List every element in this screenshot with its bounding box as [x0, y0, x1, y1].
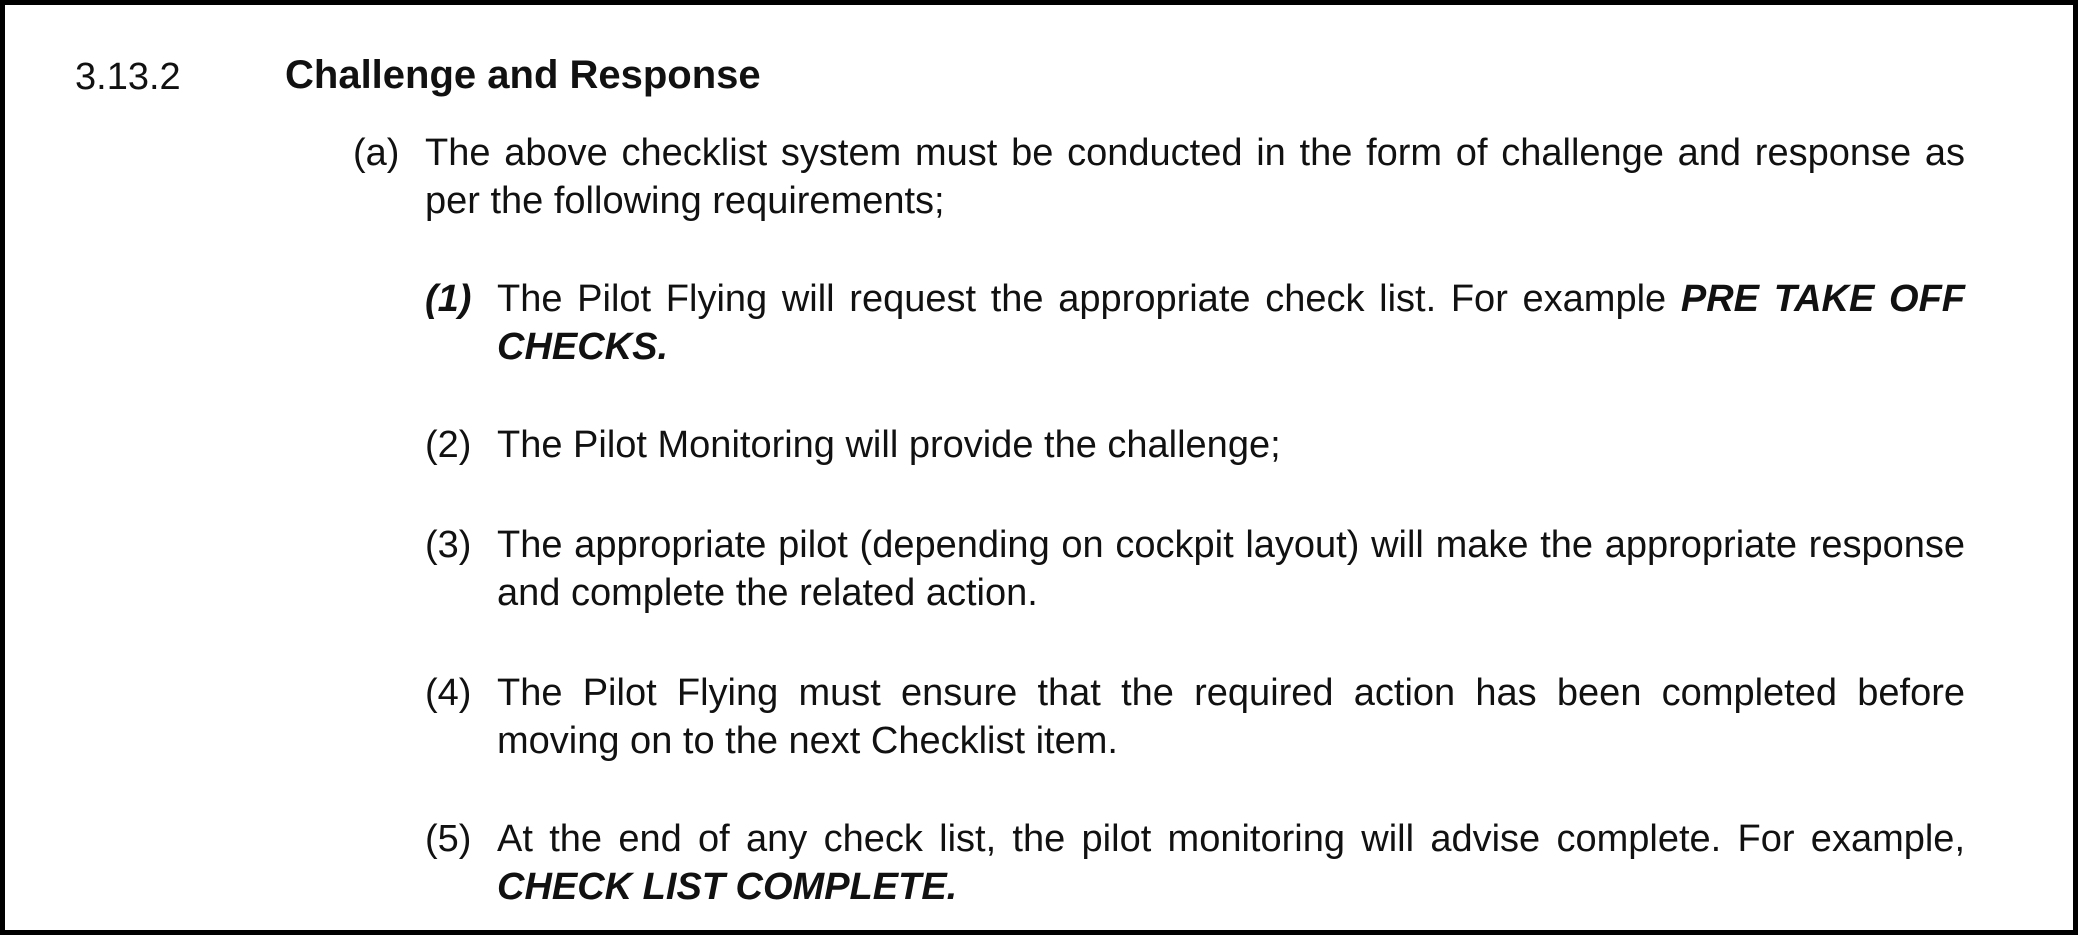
list-item-emphasis: CHECK LIST COMPLETE.	[497, 866, 958, 908]
list-item-3	[425, 521, 1965, 617]
paragraph-a-label: (a)	[353, 132, 400, 174]
list-item-number: (2)	[425, 424, 472, 466]
list-item-2	[425, 421, 1965, 469]
list-item-4	[425, 669, 1965, 765]
paragraph-a-text: The above checklist system must be conducted in the form of challenge and response as per the following requirements;	[425, 132, 1965, 222]
list-item-number: (4)	[425, 672, 472, 714]
list-item-number: (3)	[425, 524, 472, 566]
section-number: 3.13.2	[75, 56, 181, 98]
list-item-text: At the end of any check list, the pilot monitoring will advise complete. For example,	[497, 818, 1965, 860]
list-item-emphasis: PRE TAKE OFF CHECKS.	[497, 278, 1965, 368]
list-item-text: The Pilot Flying will request the appropriate check list. For example	[497, 278, 1681, 320]
paragraph-a	[353, 129, 1965, 225]
list-item-number: (5)	[425, 818, 472, 860]
list-item-text: The appropriate pilot (depending on cockpit layout) will make the appropriate response and complete the related action.	[497, 524, 1965, 614]
list-item-text: The Pilot Flying must ensure that the required action has been completed before moving on to the next Checklist item.	[497, 672, 1965, 762]
list-item-text: The Pilot Monitoring will provide the challenge;	[497, 424, 1281, 466]
list-item-1	[425, 275, 1965, 371]
section-title: Challenge and Response	[285, 53, 761, 97]
list-item-5	[425, 815, 1965, 911]
list-item-number: (1)	[425, 278, 472, 320]
